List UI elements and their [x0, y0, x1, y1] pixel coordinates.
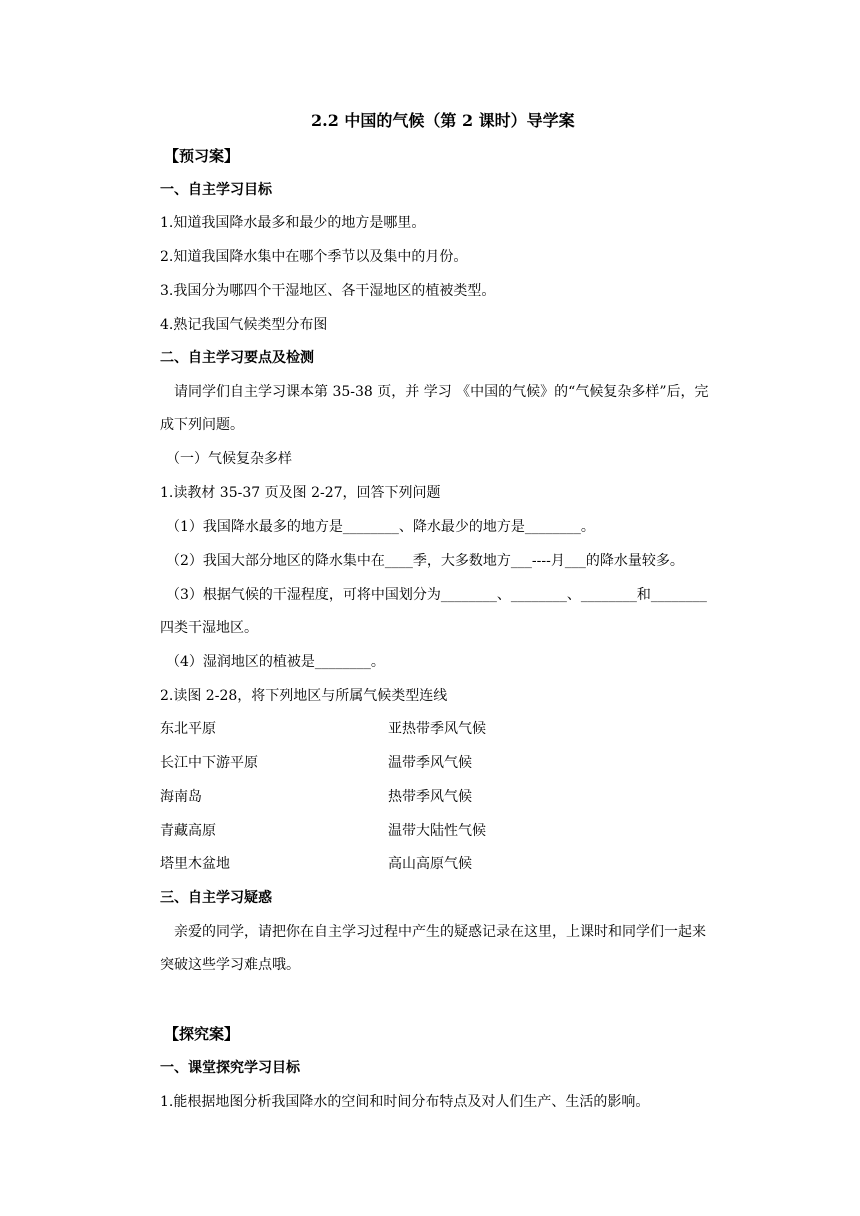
- question-1-2: （2）我国大部分地区的降水集中在____季，大多数地方___----月___的降水量较多。: [166, 553, 684, 569]
- explore-goal-1: 1.能根据地图分析我国降水的空间和时间分布特点及对人们生产、生活的影响。: [160, 1094, 650, 1110]
- question-1-4: （4）湿润地区的植被是________。: [166, 654, 385, 670]
- region-item: 长江中下游平原: [160, 755, 258, 771]
- climate-item: 高山高原气候: [388, 856, 472, 872]
- explore-goals-heading: 一、课堂探究学习目标: [160, 1060, 300, 1076]
- goal-item-1: 1.知道我国降水最多和最少的地方是哪里。: [160, 215, 426, 231]
- goal-item-3: 3.我国分为哪四个干湿地区、各干湿地区的植被类型。: [160, 283, 496, 299]
- intro-line-1: 请同学们自主学习课本第 35-38 页，并 学习 《中国的气候》的“气候复杂多样”后，完: [174, 384, 709, 400]
- region-item: 青藏高原: [160, 823, 216, 839]
- question-2: 2.读图 2-28，将下列地区与所属气候类型连线: [160, 688, 448, 704]
- climate-item: 热带季风气候: [388, 789, 472, 805]
- doubts-heading: 三、自主学习疑惑: [160, 890, 272, 906]
- question-1-3-line-1: （3）根据气候的干湿程度，可将中国划分为________、________、________和________: [166, 587, 707, 603]
- question-1: 1.读教材 35-37 页及图 2-27，回答下列问题: [160, 485, 441, 501]
- climate-item: 亚热带季风气候: [388, 721, 486, 737]
- goal-item-4: 4.熟记我国气候类型分布图: [160, 317, 328, 333]
- region-item: 东北平原: [160, 721, 216, 737]
- region-item: 塔里木盆地: [160, 856, 230, 872]
- question-1-1: （1）我国降水最多的地方是________、降水最少的地方是________。: [166, 519, 595, 535]
- document-title: 2.2 中国的气候（第 2 课时）导学案: [311, 111, 575, 130]
- doubts-line-1: 亲爱的同学，请把你在自主学习过程中产生的疑惑记录在这里，上课时和同学们一起来: [174, 924, 706, 940]
- explore-heading: 【探究案】: [164, 1025, 240, 1043]
- sub-heading: （一）气候复杂多样: [166, 451, 292, 467]
- question-1-3-line-2: 四类干湿地区。: [160, 620, 258, 636]
- goals-heading: 一、自主学习目标: [160, 182, 272, 198]
- doubts-line-2: 突破这些学习难点哦。: [160, 957, 300, 973]
- climate-item: 温带季风气候: [388, 755, 472, 771]
- intro-line-2: 成下列问题。: [160, 417, 244, 433]
- region-item: 海南岛: [160, 789, 202, 805]
- climate-item: 温带大陆性气候: [388, 823, 486, 839]
- goal-item-2: 2.知道我国降水集中在哪个季节以及集中的月份。: [160, 249, 468, 265]
- points-heading: 二、自主学习要点及检测: [160, 350, 314, 366]
- preview-heading: 【预习案】: [164, 147, 240, 165]
